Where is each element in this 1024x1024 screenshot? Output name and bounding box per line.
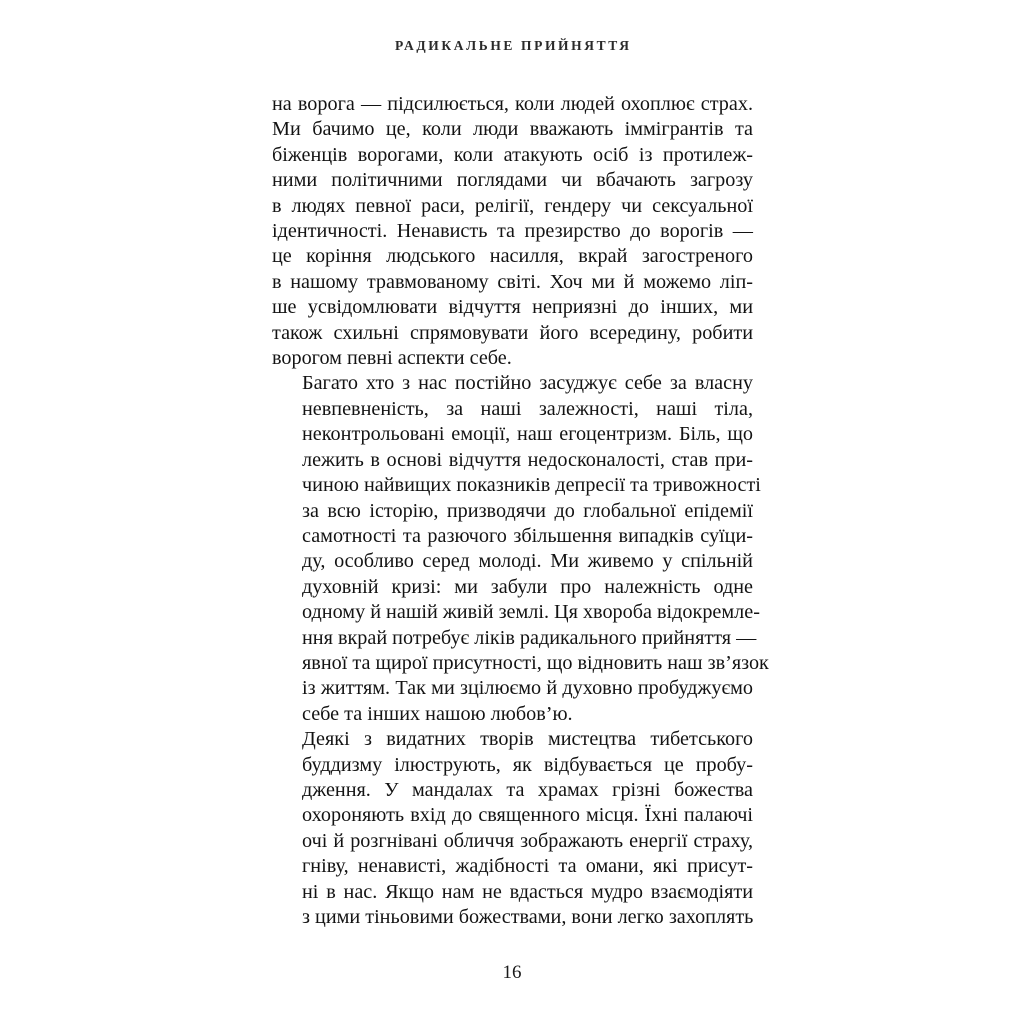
paragraph: [272, 371, 769, 727]
text-line: це коріння людського насилля, вкрай загостреного: [272, 245, 753, 268]
text-line: із життям. Так ми зцілюємо й духовно пробуджуємо: [302, 677, 753, 700]
text-line: ння вкрай потребує ліків радикального прийняття —: [302, 626, 757, 649]
text-line: за всю історію, призводячи до глобальної епідемії: [302, 499, 753, 522]
text-line: очі й розгнівані обличчя зображають енергії страху,: [302, 829, 753, 852]
text-line: дження. У мандалах та храмах грізні божества: [302, 778, 753, 801]
paragraph: [272, 92, 753, 371]
text-line: лежить в основі відчуття недосконалості, став при-: [302, 448, 753, 471]
text-line: на ворога — підсилюється, коли людей охоплює страх.: [272, 93, 753, 115]
text-line: неконтрольовані емоції, наш егоцентризм. Біль, що: [302, 423, 753, 446]
running-head: РАДИКАЛЬНЕ ПРИЙНЯТТЯ: [394, 38, 632, 53]
text-line: в людях певної раси, релігії, гендеру чи сексуальної: [272, 194, 753, 217]
text-line: явної та щирої присутності, що відновить наш зв’язок: [302, 651, 769, 674]
text-line: Багато хто з нас постійно засуджує себе за власну: [302, 372, 753, 395]
text-line: себе та інших нашою любов’ю.: [302, 702, 573, 725]
text-line: самотності та разючого збільшення випадків суїци-: [302, 524, 753, 547]
text-line: Деякі з видатних творів мистецтва тибетського: [302, 728, 753, 751]
text-line: духовній кризі: ми забули про належність одне: [302, 575, 753, 598]
text-line: ідентичності. Ненависть та презирство до ворогів —: [272, 220, 753, 243]
text-line: Ми бачимо це, коли люди вважають іммігрантів та: [272, 118, 753, 141]
text-line: ворогом певні аспекти себе.: [272, 347, 512, 370]
text-line: в нашому травмованому світі. Хоч ми й можемо ліп-: [272, 270, 753, 293]
text-line: охороняють вхід до священного місця. Їхні палаючі: [302, 804, 753, 827]
paragraph: [272, 727, 753, 930]
text-line: гніву, ненависті, жадібності та омани, які присут-: [302, 855, 753, 878]
body-text-block: [272, 92, 769, 930]
text-line: також схильні спрямовувати його всередину, робити: [272, 321, 753, 344]
text-line: ними політичними поглядами чи вбачають загрозу: [272, 169, 753, 192]
text-line: чиною найвищих показників депресії та тривожності: [302, 474, 761, 497]
text-line: невпевненість, за наші залежності, наші тіла,: [302, 397, 753, 420]
text-line: з цими тіньовими божествами, вони легко захоплять: [302, 906, 754, 928]
text-line: буддизму ілюструють, як відбувається це пробу-: [302, 753, 753, 776]
text-line: біженців ворогами, коли атакують осіб із протилеж-: [272, 143, 753, 166]
text-line: одному й нашій живій землі. Ця хвороба відокремле-: [302, 601, 760, 624]
page-number: 16: [502, 962, 522, 983]
text-line: ду, особливо серед молоді. Ми живемо у спільній: [302, 550, 753, 573]
text-line: ше усвідомлювати відчуття неприязні до інших, ми: [272, 296, 753, 319]
text-line: ні в нас. Якщо нам не вдасться мудро взаємодіяти: [302, 880, 753, 903]
